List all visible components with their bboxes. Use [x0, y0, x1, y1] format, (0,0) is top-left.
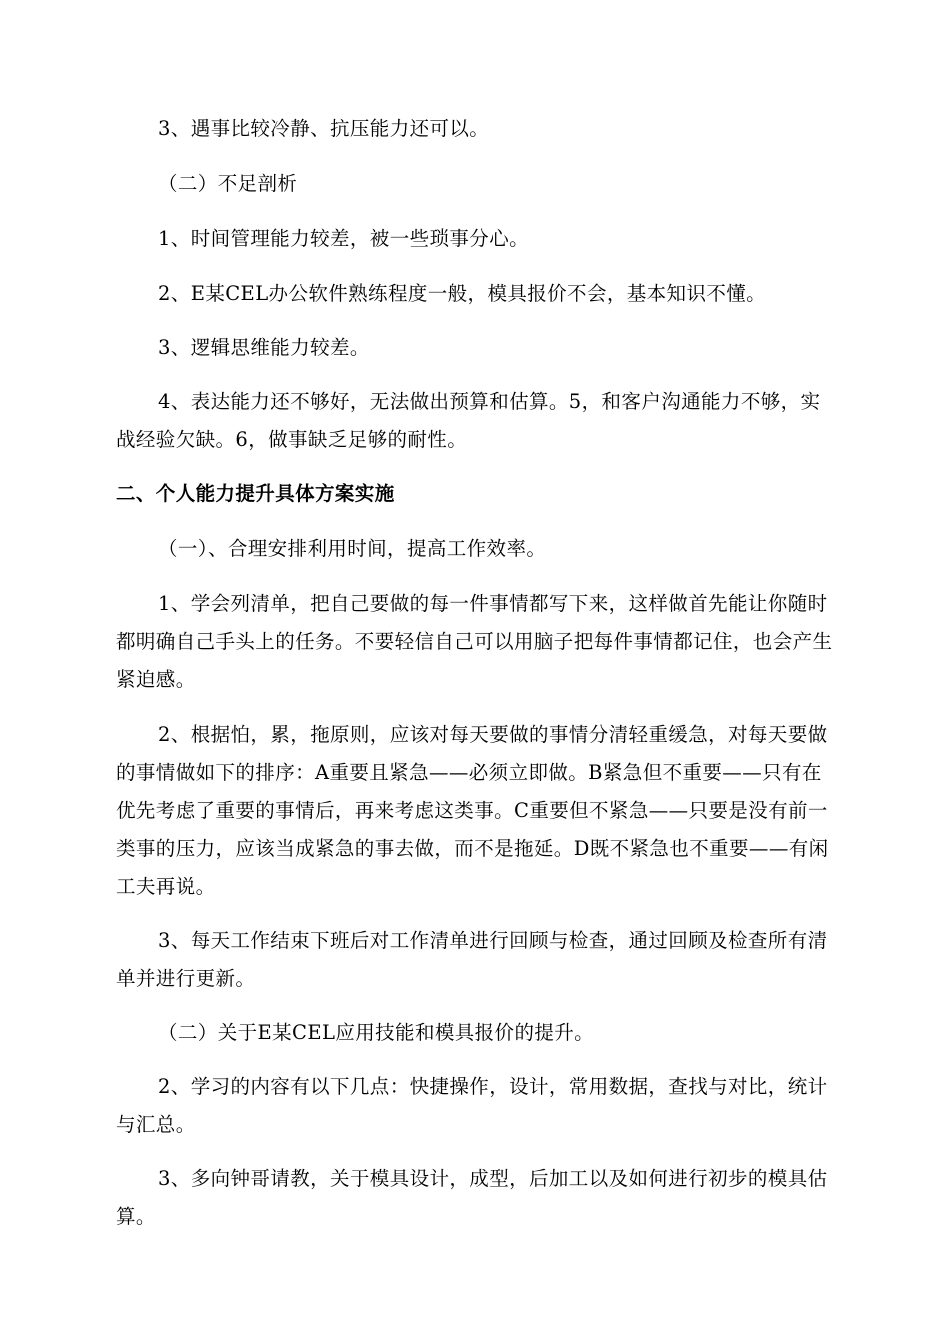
section-heading-shortcomings: （二）不足剖析	[158, 172, 298, 195]
subheading-excel-quoting: （二）关于E某CEL应用技能和模具报价的提升。	[158, 1021, 595, 1044]
paragraph-stress-resistance: 3、遇事比较冷静、抗压能力还可以。	[158, 117, 490, 140]
paragraph-make-list: 1、学会列清单，把自己要做的每一件事情都写下来，这样做首先能让你随时都明确自己手头上的任务。不要轻信自己可以用脑子把每件事情都记住，也会产生紧迫感。	[116, 592, 833, 691]
section-heading-improvement-plan: 二、个人能力提升具体方案实施	[116, 482, 395, 505]
paragraph-learning-content: 2、学习的内容有以下几点：快捷操作，设计，常用数据，查找与对比，统计与汇总。	[116, 1075, 828, 1136]
paragraph-daily-review: 3、每天工作结束下班后对工作清单进行回顾与检查，通过回顾及检查所有清单并进行更新。	[116, 929, 828, 990]
paragraph-logic: 3、逻辑思维能力较差。	[158, 336, 370, 359]
paragraph-ask-for-advice: 3、多向钟哥请教，关于模具设计，成型，后加工以及如何进行初步的模具估算。	[116, 1167, 828, 1228]
subheading-time-efficiency: （一）、合理安排利用时间，提高工作效率。	[158, 537, 547, 560]
paragraph-time-management: 1、时间管理能力较差，被一些琐事分心。	[158, 227, 530, 250]
paragraph-excel-skills: 2、E某CEL办公软件熟练程度一般，模具报价不会，基本知识不懂。	[158, 282, 767, 305]
paragraph-expression: 4、表达能力还不够好，无法做出预算和估算。5，和客户沟通能力不够，实战经验欠缺。6，做事缺乏足够的耐性。	[116, 390, 821, 451]
paragraph-priority-rules: 2、根据怕，累，拖原则，应该对每天要做的事情分清轻重缓急，对每天要做的事情做如下的排序：A重要且紧急——必须立即做。B紧急但不重要——只有在优先考虑了重要的事情后，再来考虑这类事。C重要但不紧急——只要是没有前一类事的压力，应该当成紧急的事去做，而不是拖延。D既不紧急也不重要——有闲工夫再说。	[116, 723, 829, 898]
